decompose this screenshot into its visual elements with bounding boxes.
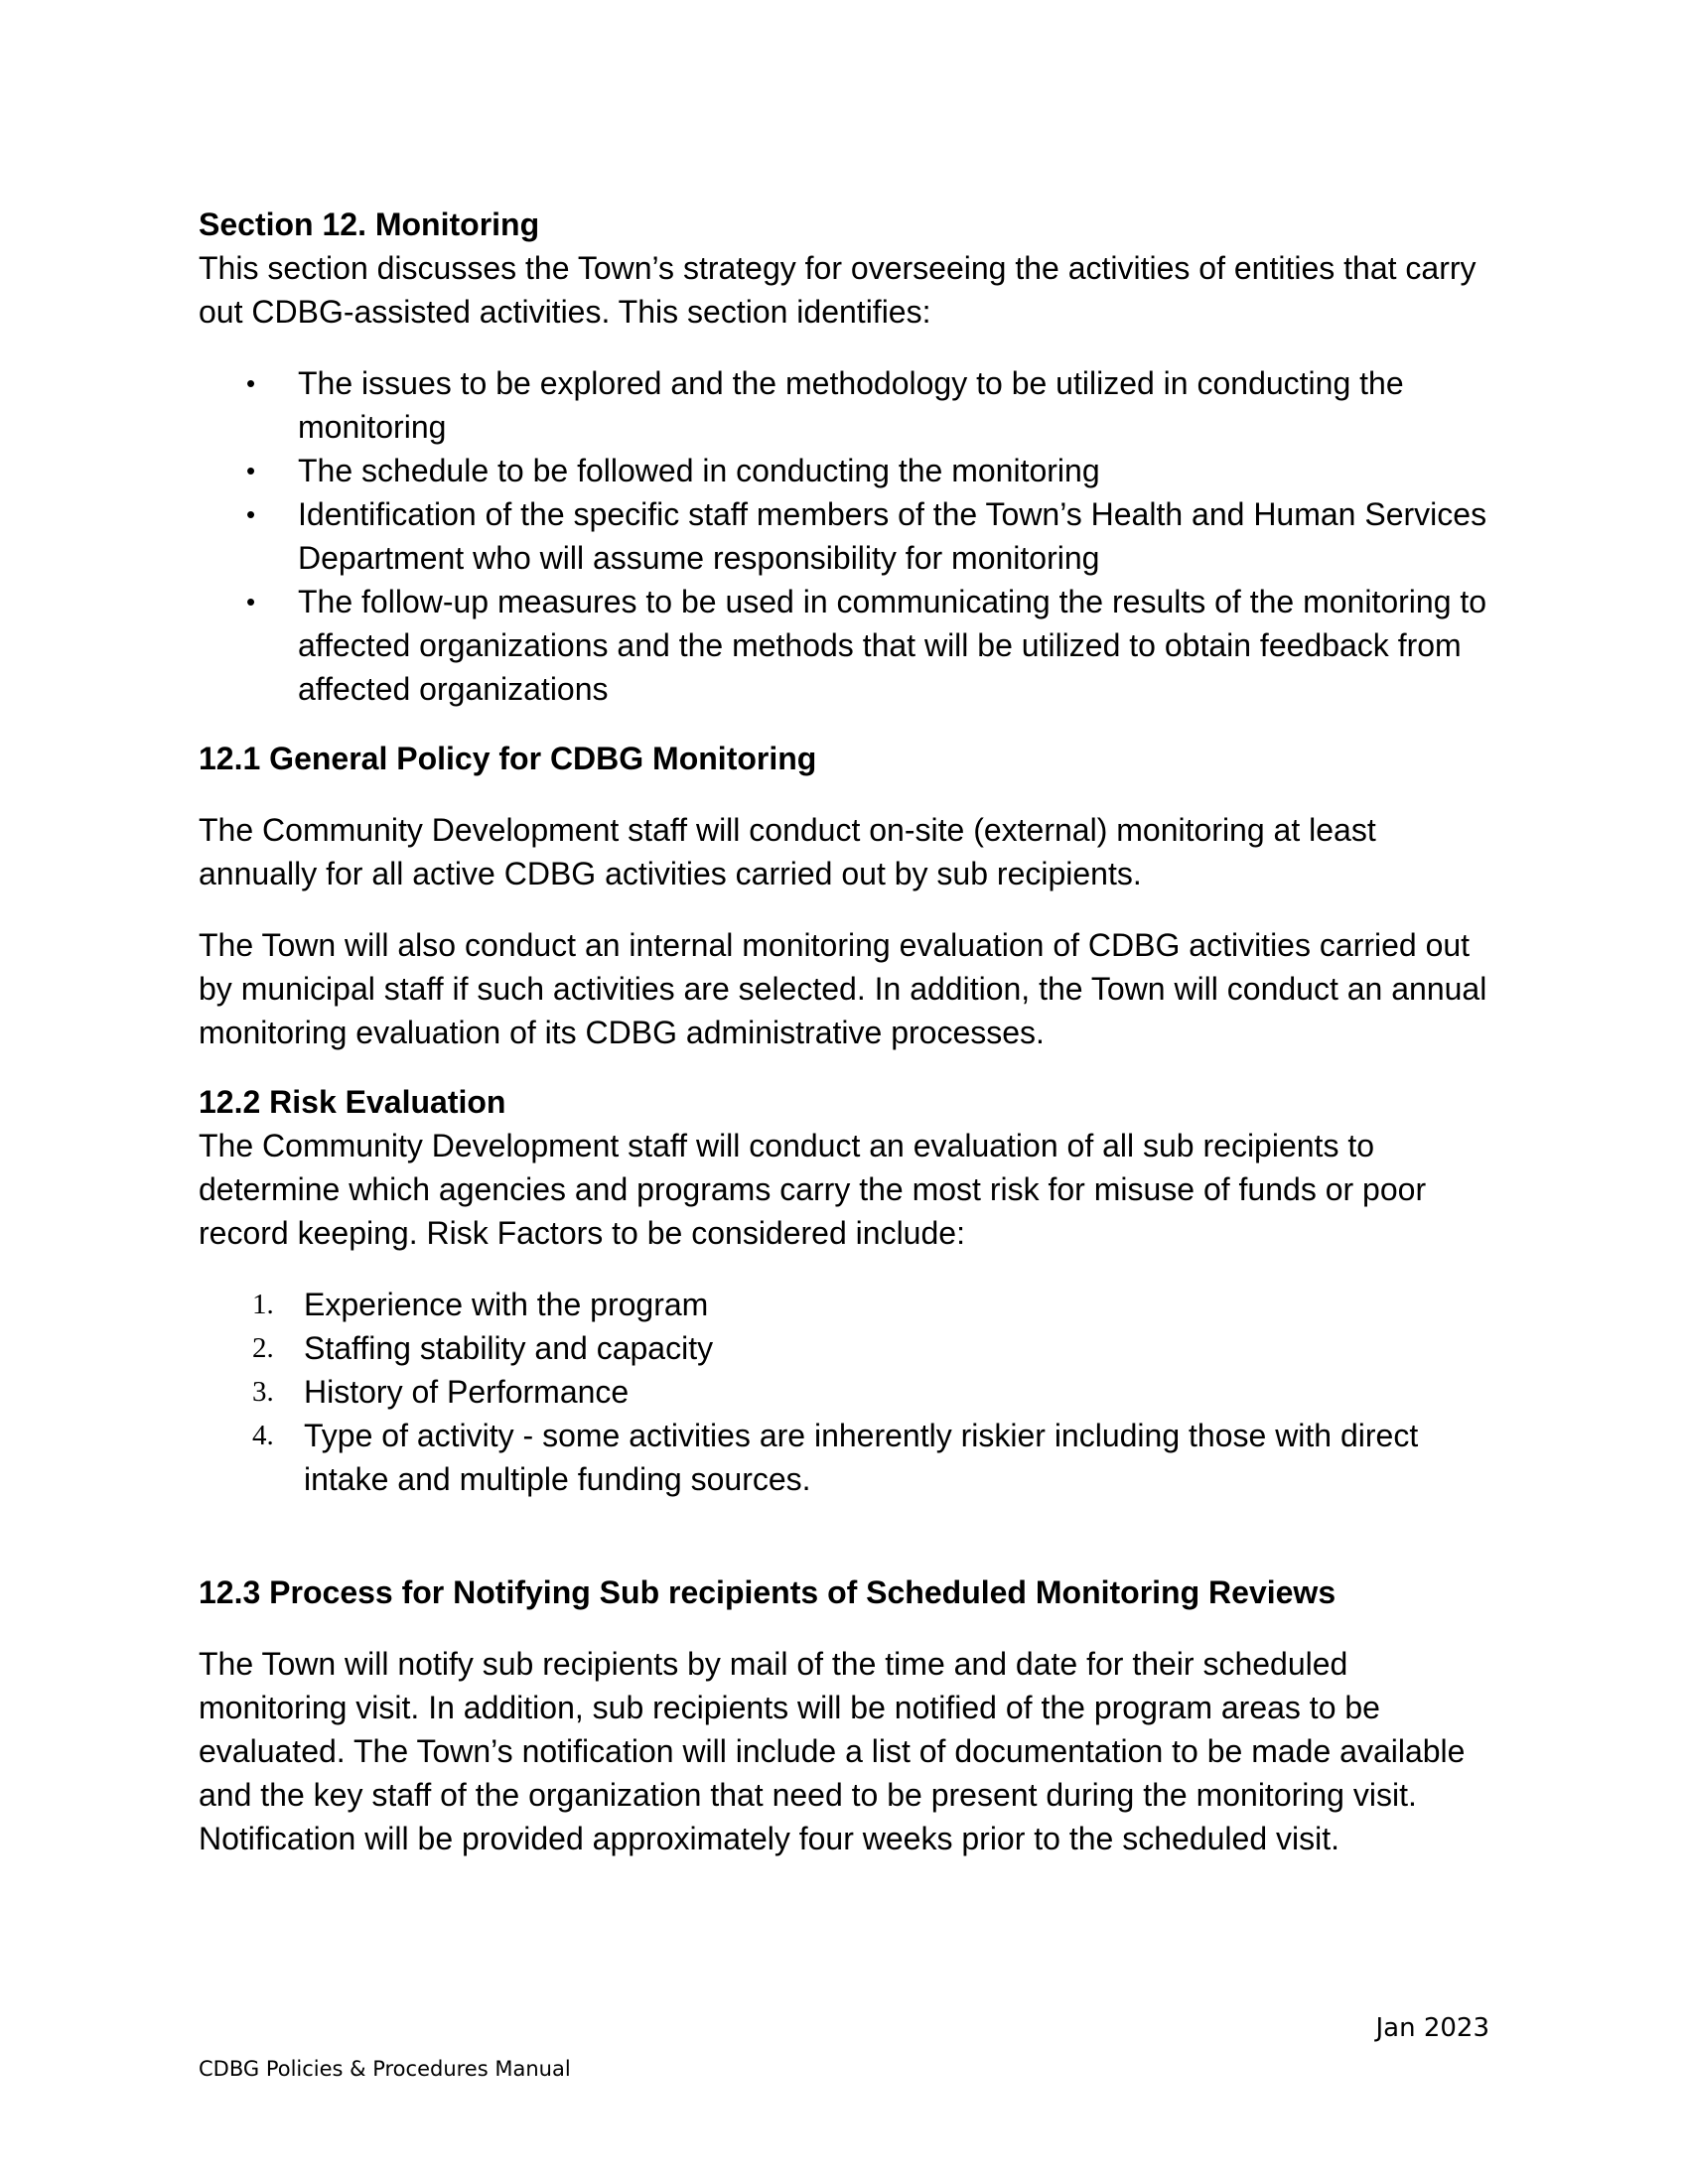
list-item [199,361,1489,449]
section-12-3-paragraph-1: The Town will notify sub recipients by mail of the time and date for their scheduled monitoring visit. In addition, sub recipients will be notified of the program areas to be evaluated. The Town’s notification will include a list of documentation to be made available and the key staff of the organization that need to be present during the monitoring visit. Notification will be provided approximately four weeks prior to the scheduled visit. [199,1646,1466,1856]
list-item [199,1370,1489,1414]
list-item-text: The issues to be explored and the methodology to be utilized in conducting the monitoring [298,365,1404,445]
list-item-number: 2. [252,1332,274,1364]
list-item-number: 4. [252,1420,274,1451]
bullet-icon: • [246,587,256,616]
list-item [199,449,1489,492]
bullet-icon: • [246,456,256,485]
section-12-1-paragraph-1: The Community Development staff will conduct on-site (external) monitoring at least annually for all active CDBG activities carried out by sub recipients. [199,812,1376,891]
list-item-text: Identification of the specific staff members of the Town’s Health and Human Services Department who will assume responsibility for monitoring [298,496,1487,576]
section-12-2-paragraph-1: The Community Development staff will conduct an evaluation of all sub recipients to determine which agencies and programs carry the most risk for misuse of funds or poor record keeping. Risk Factors to be considered include: [199,1128,1427,1251]
list-item-number: 1. [252,1289,274,1320]
list-item [199,1326,1489,1370]
section-12-1-heading: 12.1 General Policy for CDBG Monitoring [199,741,817,776]
risk-factor-list [199,1283,1489,1501]
list-item-text: History of Performance [304,1374,630,1410]
list-item [199,580,1489,711]
section-12-2-heading: 12.2 Risk Evaluation [199,1084,506,1120]
document-page [199,203,1489,1860]
bullet-icon: • [246,499,256,529]
list-item [199,1283,1489,1326]
section-12-bullet-list [199,361,1489,711]
section-12-3-heading: 12.3 Process for Notifying Sub recipients of Scheduled Monitoring Reviews [199,1574,1336,1610]
list-item [199,1414,1489,1501]
list-item-text: Staffing stability and capacity [304,1330,714,1366]
list-item-text: Type of activity - some activities are inherently riskier including those with direct intake and multiple funding sources. [304,1418,1419,1497]
section-12-heading: Section 12. Monitoring [199,206,540,242]
list-item-number: 3. [252,1376,274,1408]
bullet-icon: • [246,368,256,398]
list-item-text: Experience with the program [304,1287,709,1322]
footer-title: CDBG Policies & Procedures Manual [199,2057,571,2081]
list-item [199,492,1489,580]
section-12-intro: This section discusses the Town’s strategy for overseeing the activities of entities that carry out CDBG-assisted activities. This section identifies: [199,250,1477,330]
footer-date: Jan 2023 [1375,2013,1489,2043]
list-item-text: The follow-up measures to be used in communicating the results of the monitoring to affected organizations and the methods that will be utilized to obtain feedback from affected organizations [298,584,1487,707]
section-12-1-paragraph-2: The Town will also conduct an internal monitoring evaluation of CDBG activities carried out by municipal staff if such activities are selected. In addition, the Town will conduct an annual monitoring evaluation of its CDBG administrative processes. [199,927,1487,1050]
list-item-text: The schedule to be followed in conducting the monitoring [298,453,1100,488]
